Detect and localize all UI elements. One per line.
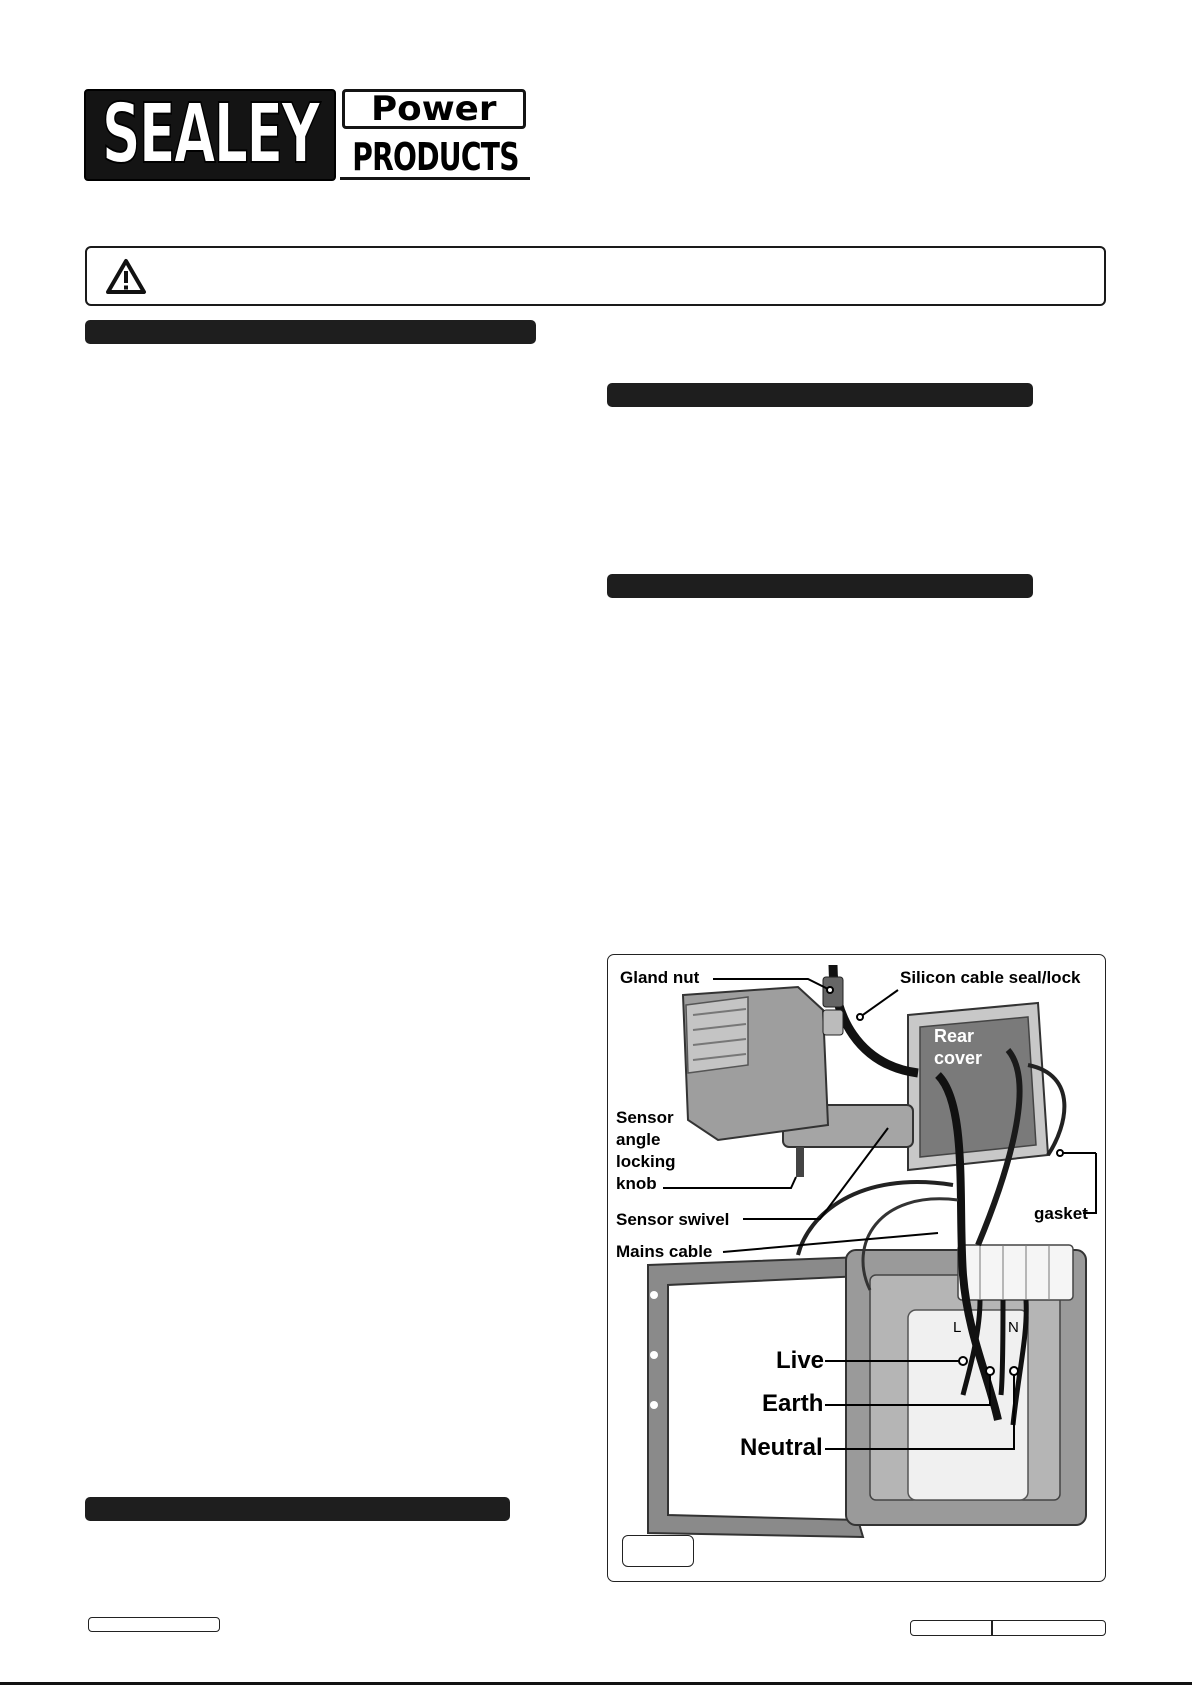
label-gasket: gasket xyxy=(1034,1204,1088,1223)
footer-left-box xyxy=(88,1617,220,1632)
section-heading-bar-3 xyxy=(607,574,1033,598)
footer-right-divider xyxy=(991,1621,993,1635)
figure-number-box xyxy=(622,1535,694,1567)
section-heading-bar-4 xyxy=(85,1497,510,1521)
label-mains-cable: Mains cable xyxy=(616,1242,713,1261)
label-earth: Earth xyxy=(762,1390,824,1417)
label-rear-cover: Rear cover xyxy=(934,1026,983,1068)
terminal-letter-l: L xyxy=(953,1319,962,1336)
power-logo-box xyxy=(342,89,526,129)
section-heading-bar-2 xyxy=(607,383,1033,407)
label-sensor-angle-knob: Sensor angle locking knob xyxy=(616,1108,676,1193)
section-heading-bar-1 xyxy=(85,320,536,344)
warning-triangle-icon xyxy=(105,258,147,296)
footer-right-box xyxy=(910,1620,1106,1636)
label-live: Live xyxy=(776,1347,825,1374)
label-sensor-swivel: Sensor swivel xyxy=(616,1210,730,1229)
sealey-logo xyxy=(84,89,336,181)
wiring-figure xyxy=(607,954,1106,1582)
warning-box xyxy=(85,246,1106,306)
terminal-letter-n: N xyxy=(1008,1319,1019,1336)
wiring-photo-illustration xyxy=(608,955,1106,1582)
label-gland-nut: Gland nut xyxy=(620,968,700,987)
products-logo xyxy=(340,136,530,180)
label-neutral: Neutral xyxy=(740,1434,823,1461)
products-logo-text: PRODUCTS xyxy=(351,134,519,179)
label-silicon-cable-seal: Silicon cable seal/lock xyxy=(900,968,1081,987)
sealey-logo-text: SEALEY xyxy=(101,89,319,181)
power-logo-text: Power xyxy=(371,89,497,129)
